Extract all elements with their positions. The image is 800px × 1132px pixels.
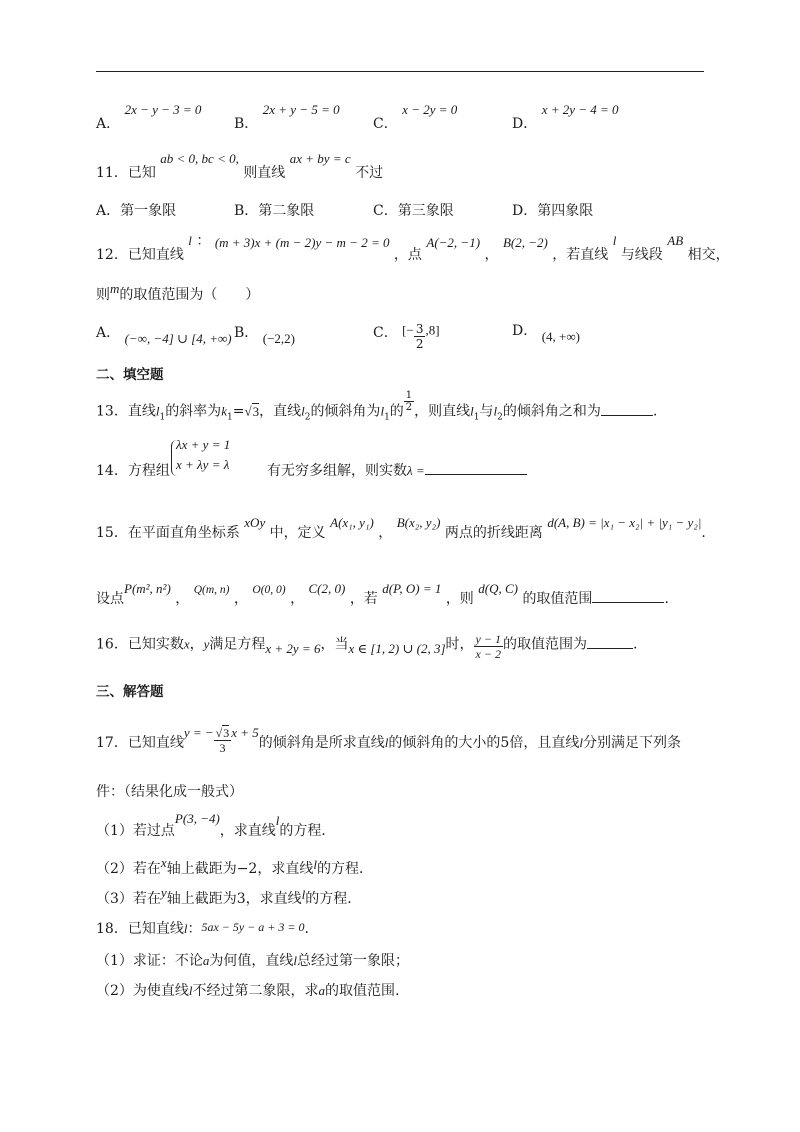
q15-point-b: B(x₂, y₂)	[396, 515, 441, 530]
q13-text2: ，直线	[259, 403, 302, 420]
q18-p1-a: a	[202, 953, 210, 968]
option-label: B．	[234, 325, 259, 341]
q17-part-1	[96, 808, 336, 839]
q18-colon: ：	[187, 921, 202, 937]
q12-line2-b: 的取值范围为（ ）	[119, 287, 260, 303]
q16-text4: 的取值范围为	[502, 636, 587, 653]
q13-sub: 1	[473, 412, 480, 423]
q12-l: l	[188, 233, 192, 248]
q17-sqrt-radicand: 3	[223, 726, 230, 740]
q17-p2-tail: 的方程．	[316, 861, 373, 877]
q17-part-3	[96, 885, 362, 908]
q12-line2-a: 则	[96, 287, 110, 303]
q17-p2-l: l	[313, 857, 317, 872]
q16-y: y	[203, 636, 210, 652]
option-math: 2x + y − 5 = 0	[262, 102, 340, 117]
q12-eq: (m + 3)x + (m − 2)y − m − 2 = 0	[214, 235, 390, 250]
answer-blank[interactable]	[425, 460, 527, 475]
answer-blank[interactable]	[587, 634, 633, 649]
frac-num: √3	[215, 726, 230, 740]
frac-den: 2	[405, 402, 413, 413]
q10-option-c	[373, 102, 458, 132]
q13-l1b: l	[380, 403, 385, 419]
q13-k: k	[221, 403, 227, 419]
q14-lambda: λ =	[407, 463, 425, 478]
q16-lead: 16．已知实数	[96, 636, 184, 653]
q13-l2c: l	[493, 403, 498, 419]
question-17	[96, 722, 681, 755]
q13-sub: 1	[159, 412, 166, 423]
option-math: (−2,2)	[262, 331, 295, 346]
q18-p2-a: a	[318, 983, 326, 998]
q18-lead: 18．已知直线	[96, 921, 184, 937]
q12-option-b	[234, 322, 295, 346]
q13-period: .	[652, 403, 658, 420]
q16-period: .	[632, 636, 638, 653]
q12-line2	[96, 280, 260, 303]
q17-p3-lead: （3）若在	[96, 891, 161, 907]
q18-p2-lead: （2）为使直线	[96, 983, 189, 999]
option-math: (4, +∞)	[541, 329, 580, 344]
q12-tail1: ，若直线	[552, 247, 609, 263]
section-heading-solutions: 三、解答题	[96, 684, 164, 700]
q11-option-c: C．第三象限	[373, 203, 454, 219]
q11-mid: 则直线	[243, 165, 286, 181]
q18-p1-lead: （1）求证：不论	[96, 953, 203, 969]
q17-l2: l	[579, 734, 583, 750]
q18-p2-l: l	[188, 983, 193, 998]
q15-point-q: Q(m, n)	[193, 584, 230, 596]
q17-part-2	[96, 855, 373, 878]
q18-eq: 5ax − 5y − a + 3 = 0	[201, 920, 305, 934]
q14-lead: 14．方程组	[96, 463, 170, 479]
q15-lead2: 设点	[96, 591, 124, 607]
q16-eq: x + 2y = 6	[265, 640, 321, 656]
q16-text2: ，当	[320, 636, 349, 653]
q13-sub: 2	[304, 412, 311, 423]
q12-lead: 12．已知直线	[96, 247, 184, 263]
q17-p1-point: P(3, −4)	[174, 811, 220, 826]
q12-point-label: ，点	[393, 247, 422, 263]
q17-p1-mid: ，求直线	[219, 823, 276, 839]
question-15	[96, 512, 706, 541]
q15-text2: 两点的折线距离	[444, 525, 543, 541]
q12-option-a	[96, 318, 232, 346]
question-16	[96, 630, 637, 659]
q15-xoy: xOy	[244, 515, 266, 530]
option-label: C．	[373, 116, 398, 132]
q12-option-c	[373, 316, 440, 351]
q15-text4: ，则	[445, 591, 474, 607]
q17-p1-lead: （1）若过点	[96, 823, 175, 839]
q18-period: .	[304, 921, 309, 937]
q18-p2-mid: 不经过第二象限，求	[192, 983, 319, 999]
header-rule	[96, 71, 704, 72]
q12-tail3: 相交，	[687, 247, 730, 263]
q11-option-b: B．第二象限	[234, 203, 315, 219]
q15-line2	[96, 578, 669, 607]
q13-half	[404, 390, 414, 413]
q10-option-d	[512, 102, 619, 132]
q13-l1: l	[155, 403, 160, 419]
option-math: x − 2y = 0	[402, 102, 458, 117]
q15-point-c: C(2, 0)	[308, 581, 346, 596]
q11-line-eq: ax + by = c	[289, 151, 351, 166]
option-math: x + 2y − 4 = 0	[541, 102, 619, 117]
frac-den: 2	[415, 337, 424, 351]
q14-eq2: x + λy = λ	[176, 457, 230, 472]
q13-l2: l	[301, 403, 305, 419]
q13-sqrt-radicand: 3	[252, 403, 260, 419]
q14-text: 有无穷多组解，则实数	[267, 463, 407, 479]
q16-text3: 时，	[445, 636, 474, 653]
q17-text2: 的倾斜角的大小的5倍，且直线	[388, 734, 580, 751]
frac-den: x − 2	[475, 647, 501, 661]
option-label: A．	[96, 116, 121, 132]
q12-colon: ：	[196, 233, 211, 249]
q12-l2: l	[612, 233, 617, 248]
q13-text5: 的倾斜角之和为	[502, 403, 601, 420]
q15-comma: ，	[175, 591, 190, 607]
q17-lead: 17．已知直线	[96, 734, 184, 751]
q17-p3-mid: 轴上截距为3，求直线	[166, 891, 302, 907]
answer-blank[interactable]	[592, 588, 664, 603]
frac-den: 3	[219, 741, 226, 755]
q13-and: 与	[479, 403, 494, 420]
option-c-open: [−	[402, 322, 414, 338]
q12-comma: ，	[484, 247, 499, 263]
q13-de: 的	[389, 403, 404, 420]
q15-distance-def: d(A, B) = |x₁ − x₂| + |y₁ − y₂|	[547, 515, 702, 530]
frac-num: 1	[405, 390, 413, 401]
q15-dpo: d(P, O) = 1	[382, 581, 442, 596]
q17-p2-lead: （2）若在	[96, 861, 161, 877]
question-13	[96, 390, 658, 423]
q15-point-o: O(0, 0)	[252, 584, 286, 596]
q13-eq: =	[232, 403, 245, 420]
q17-p1-l: l	[275, 813, 280, 828]
q16-comma: ，	[189, 636, 204, 653]
q16-x: x	[183, 636, 190, 652]
q16-fraction	[474, 632, 503, 661]
q17-p1-tail: 的方程．	[279, 823, 336, 839]
q18-part-2	[96, 980, 400, 1000]
q12-tail2: 与线段	[620, 247, 663, 263]
q18-p2-tail: 的取值范围.	[325, 983, 400, 999]
question-12	[96, 232, 730, 263]
q15-point-p: P(m², n²)	[124, 581, 171, 596]
q13-k-sub: 1	[226, 412, 233, 423]
option-label: B．	[234, 116, 259, 132]
q11-condition: ab < 0, bc < 0,	[160, 151, 239, 166]
q17-text1: 的倾斜角是所求直线	[258, 734, 385, 751]
q17-p3-y: y	[160, 885, 167, 900]
q17-p3-l: l	[301, 887, 306, 902]
q17-line2: 件：（结果化成一般式）	[96, 784, 243, 800]
q16-range: x ∈ [1, 2) ∪ (2, 3]	[348, 640, 446, 656]
q12-point-a: A(−2, −1)	[426, 235, 481, 250]
q10-option-b	[234, 102, 340, 132]
option-label: A．	[96, 325, 121, 341]
q13-text3: 的倾斜角为	[310, 403, 381, 420]
q12-m: m	[110, 281, 120, 296]
q15-lead: 15．在平面直角坐标系	[96, 525, 240, 541]
q11-tail: 不过	[355, 165, 384, 181]
q10-option-a	[96, 102, 202, 132]
q11-option-d: D．第四象限	[512, 203, 594, 219]
q13-text4: ，则直线	[414, 403, 471, 420]
q18-p1-tail: 总经过第一象限；	[297, 953, 410, 969]
q18-p1-mid: 为何值，直线	[209, 953, 294, 969]
q17-p3-tail: 的方程．	[305, 891, 362, 907]
q17-fraction	[214, 726, 232, 755]
q17-text3: 分别满足下列条	[582, 734, 681, 751]
q18-l: l	[183, 921, 188, 936]
option-label: D．	[512, 323, 538, 339]
option-math: 2x − y − 3 = 0	[124, 102, 202, 117]
frac-num: y − 1	[475, 632, 501, 646]
question-11	[96, 150, 384, 181]
q15-period: .	[701, 525, 706, 541]
option-label: C．	[373, 324, 398, 341]
q13-lead: 13．直线	[96, 403, 156, 420]
q12-option-d	[512, 320, 580, 344]
q17-p2-mid: 轴上截距为−2，求直线	[166, 861, 314, 877]
q15-text3: ，若	[349, 591, 378, 607]
q16-text1: 满足方程	[209, 636, 266, 653]
option-c-close: ,8]	[425, 322, 440, 338]
q13-text1: 的斜率为	[165, 403, 222, 420]
q17-p2-x: x	[160, 855, 167, 870]
section-heading-fill-in: 二、填空题	[96, 367, 164, 383]
q12-ab: AB	[667, 233, 684, 248]
option-math: (−∞, −4] ∪ [4, +∞)	[124, 331, 232, 346]
q15-point-a: A(x₁, y₁)	[330, 515, 374, 530]
q15-text1: 中，定义	[269, 525, 326, 541]
q11-option-a: A．第一象限	[96, 203, 177, 219]
q15-text5: 的取值范围	[522, 591, 593, 607]
q18-part-1	[96, 950, 409, 970]
option-c-fraction	[414, 322, 426, 351]
q13-l1c: l	[470, 403, 474, 419]
q13-sqrt: √3	[244, 403, 260, 419]
q12-point-b: B(2, −2)	[502, 235, 548, 250]
q15-period: .	[664, 591, 669, 607]
option-label: D．	[512, 116, 538, 132]
q15-comma: ，	[378, 525, 393, 541]
answer-blank[interactable]	[601, 401, 653, 416]
q17-y-eq: y = −	[183, 724, 214, 740]
question-18	[96, 918, 309, 938]
q17-rest: x + 5	[231, 724, 259, 740]
q15-comma: ，	[290, 591, 305, 607]
q11-lead: 11．已知	[96, 165, 156, 181]
q15-comma: ，	[233, 591, 248, 607]
q13-sub: 1	[384, 412, 390, 423]
q14-eq1: λx + y = 1	[176, 437, 231, 452]
frac-num: 3	[415, 322, 424, 336]
q13-sub: 2	[497, 412, 503, 423]
q14-tail	[267, 460, 527, 480]
q18-p1-l: l	[293, 953, 298, 968]
q15-dqc: d(Q, C)	[478, 581, 518, 596]
q17-l: l	[384, 734, 389, 750]
